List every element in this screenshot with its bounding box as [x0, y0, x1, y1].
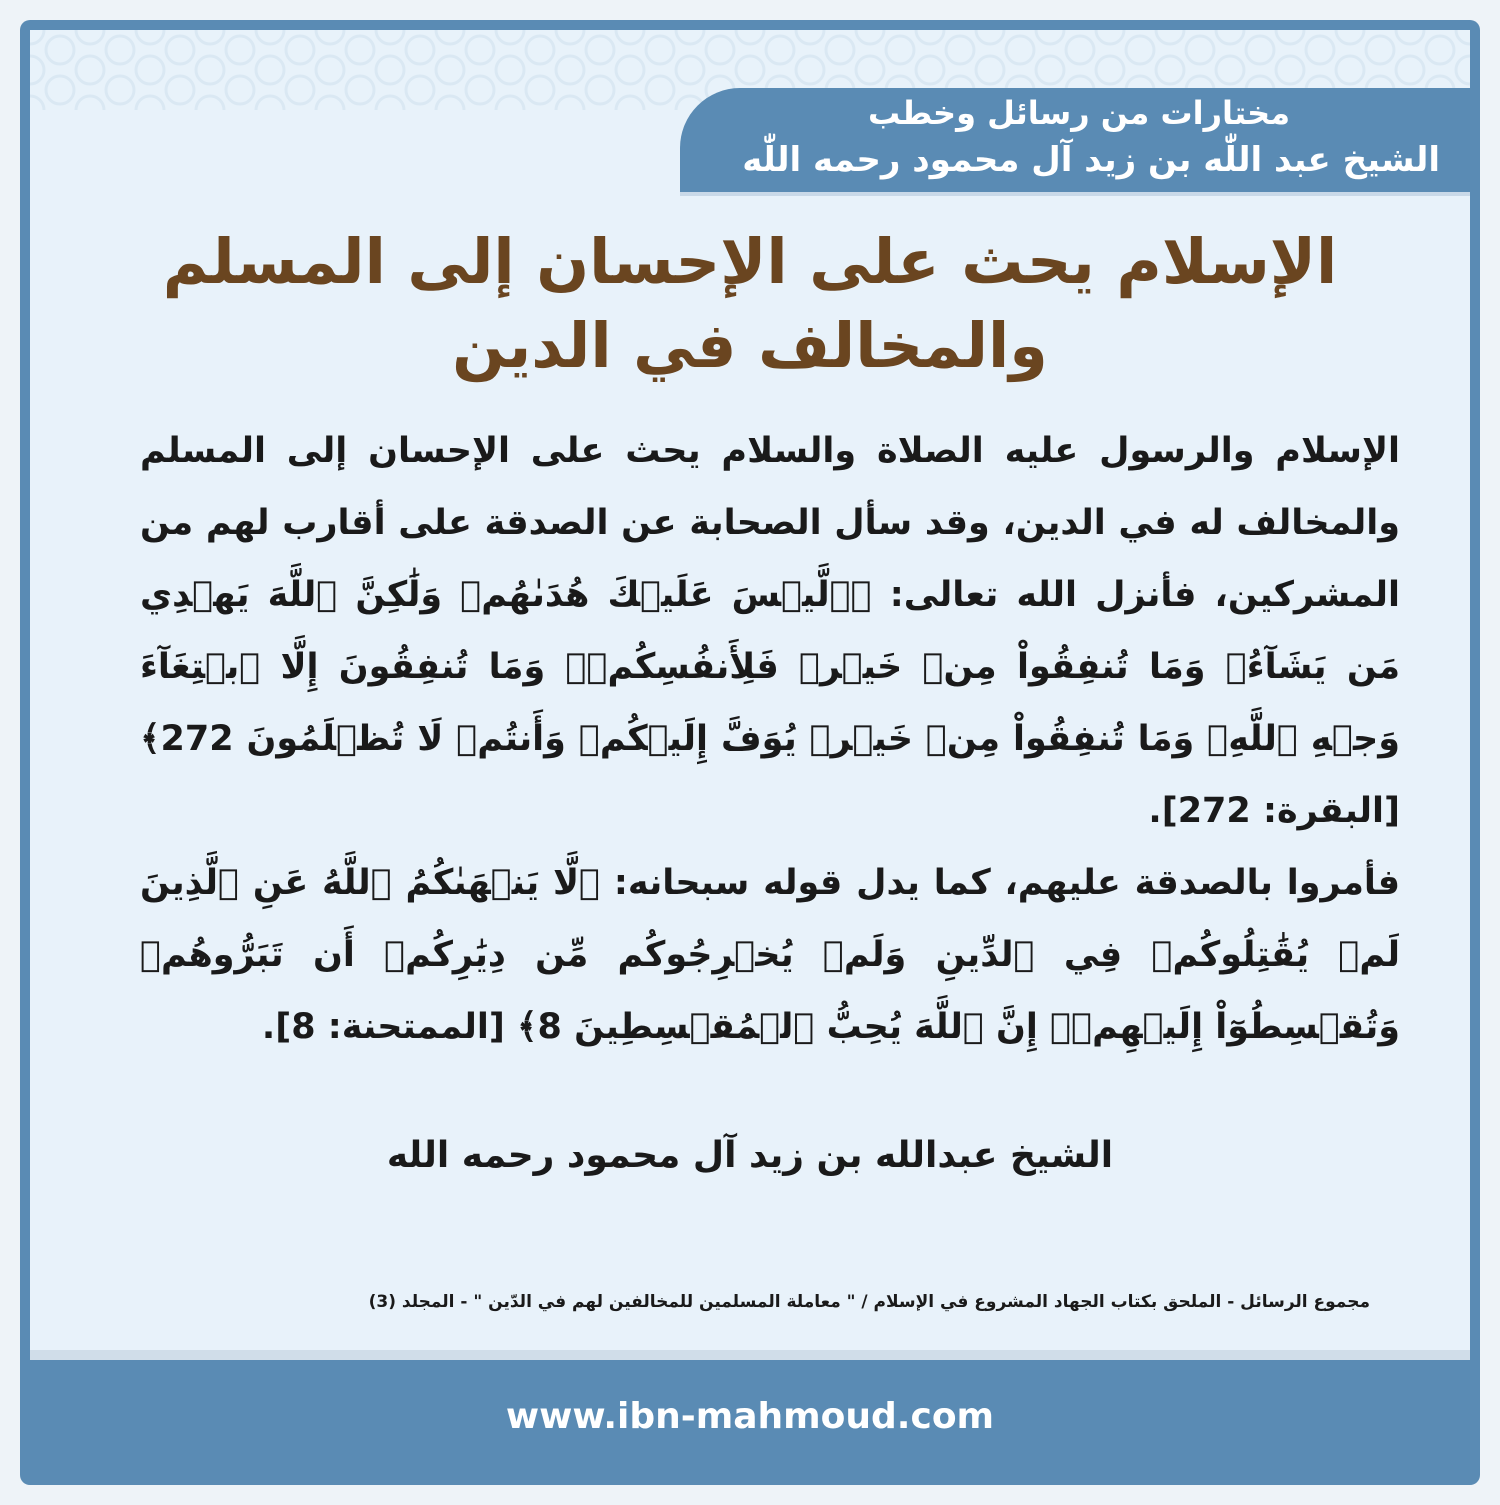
paragraph-2: فأمروا بالصدقة عليهم، كما يدل قوله سبحانه: ﴿لَّا يَنۡهَىٰكُمُ ٱللَّهُ عَنِ ٱلَّذِينَ لَمۡ يُقَٰتِلُوكُمۡ فِي ٱلدِّينِ وَلَمۡ يُخۡرِجُوكُم مِّن دِيَٰرِكُمۡ أَن تَبَرُّوهُمۡ وَتُقۡسِطُوٓاْ إِلَيۡهِمۡۚ إِنَّ ٱللَّهَ يُحِبُّ ٱلۡمُقۡسِطِينَ 8﴾ [الممتحنة: 8].	[140, 863, 1400, 1047]
article-body	[140, 415, 1400, 1063]
page-title: الإسلام يحث على الإحسان إلى المسلم والمخالف في الدين	[162, 225, 1338, 382]
signature: الشيخ عبدالله بن زيد آل محمود رحمه الله	[386, 1135, 1114, 1176]
header-author: الشيخ عبد اللّٰه بن زيد آل محمود رحمه اللّٰه	[742, 140, 1440, 180]
paragraph-1: الإسلام والرسول عليه الصلاة والسلام يحث على الإحسان إلى المسلم والمخالف له في الدين، وقد سأل الصحابة عن الصدقة على أقارب لهم من المشركين، فأنزل الله تعالى: ﴿۞لَّيۡسَ عَلَيۡكَ هُدَىٰهُمۡ وَلَٰكِنَّ ٱللَّهَ يَهۡدِي مَن يَشَآءُۗ وَمَا تُنفِقُواْ مِنۡ خَيۡرٖ فَلِأَنفُسِكُمۡۚ وَمَا تُنفِقُونَ إِلَّا ٱبۡتِغَآءَ وَجۡهِ ٱللَّهِۚ وَمَا تُنفِقُواْ مِنۡ خَيۡرٖ يُوَفَّ إِلَيۡكُمۡ وَأَنتُمۡ لَا تُظۡلَمُونَ 272﴾ [البقرة: 272].	[140, 431, 1400, 831]
page-frame	[20, 20, 1480, 1485]
source-citation: مجموع الرسائل - الملحق بكتاب الجهاد المشروع في الإسلام / " معاملة المسلمين للمخالفين لهم في الدّين " - المجلد (3)	[368, 1292, 1370, 1312]
footer-divider	[30, 1350, 1470, 1360]
header-series-title: مختارات من رسائل وخطب	[867, 94, 1290, 132]
content-card	[30, 30, 1470, 1350]
header-band	[680, 88, 1470, 196]
website-link[interactable]: www.ibn-mahmoud.com	[505, 1396, 995, 1437]
